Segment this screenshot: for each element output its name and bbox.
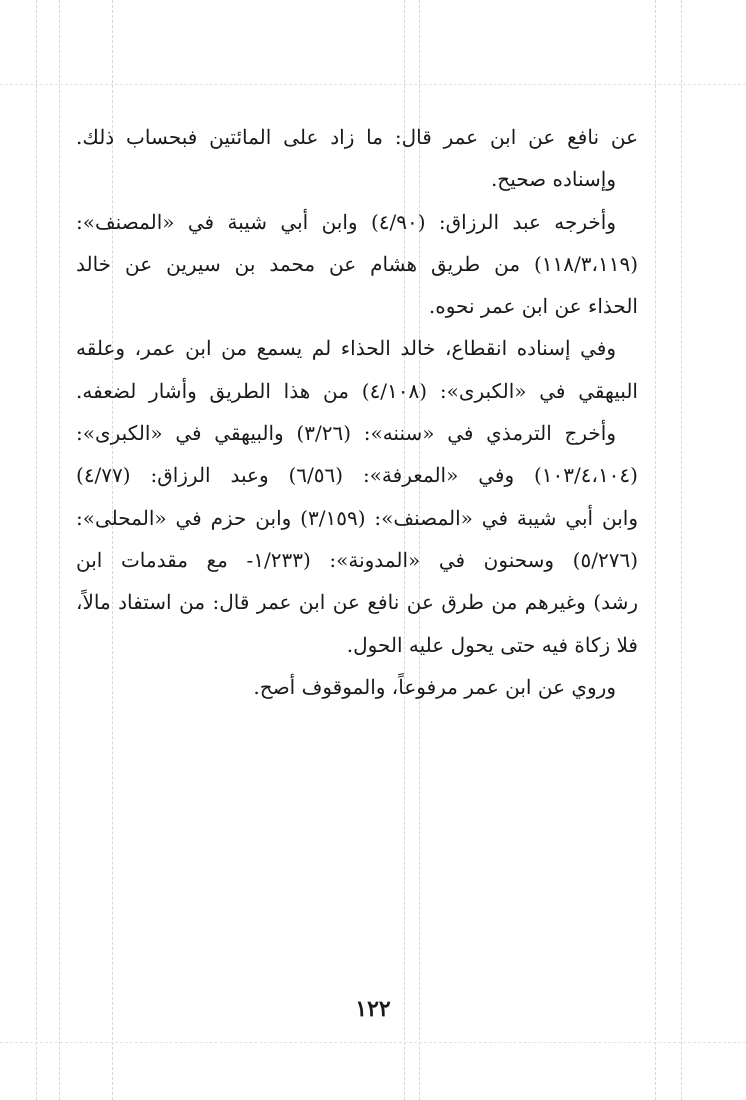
text-line: (٥/٢٧٦) وسحنون في «المدونة»: (١/٢٣٣- مع مقدمات ابن — [76, 547, 638, 572]
text-line: البيهقي في «الكبرى»: (٤/١٠٨) من هذا الطريق وأشار لضعفه. — [76, 378, 638, 403]
text-line: وابن أبي شيبة في «المصنف»: (٣/١٥٩) وابن حزم في «المحلى»: — [76, 505, 638, 530]
text-line: الحذاء عن ابن عمر نحوه. — [428, 294, 638, 319]
page-number: ١٢٢ — [355, 996, 391, 1022]
text-line: (١٠٣/٤،١٠٤) وفي «المعرفة»: (٦/٥٦) وعبد الرزاق: (٤/٧٧) — [76, 463, 638, 488]
scan-guide-line — [36, 0, 37, 1100]
scan-guide-line — [681, 0, 682, 1100]
scan-guide-line — [655, 0, 656, 1100]
scan-guide-line — [0, 84, 746, 85]
text-line: وإسناده صحيح. — [490, 167, 616, 192]
text-line: فلا زكاة فيه حتى يحول عليه الحول. — [346, 632, 638, 657]
scan-guide-line — [59, 0, 60, 1100]
text-line: وأخرج الترمذي في «سننه»: (٣/٢٦) والبيهقي في «الكبرى»: — [76, 421, 617, 446]
body-text — [76, 116, 638, 708]
text-line: وأخرجه عبد الرزاق: (٤/٩٠) وابن أبي شيبة في «المصنف»: — [76, 209, 616, 234]
text-line: (١١٨/٣،١١٩) من طريق هشام عن محمد بن سيرين عن خالد — [76, 251, 638, 276]
scan-guide-line — [0, 1042, 746, 1043]
text-line: عن نافع عن ابن عمر قال: ما زاد على المائتين فبحساب ذلك. — [76, 125, 638, 149]
text-line: وروي عن ابن عمر مرفوعاً، والموقوف أصح. — [253, 674, 616, 699]
text-line: رشد) وغيرهم من طرق عن نافع عن ابن عمر قال: من استفاد مالاً، — [76, 590, 638, 615]
text-line: وفي إسناده انقطاع، خالد الحذاء لم يسمع من ابن عمر، وعلقه — [76, 336, 616, 361]
